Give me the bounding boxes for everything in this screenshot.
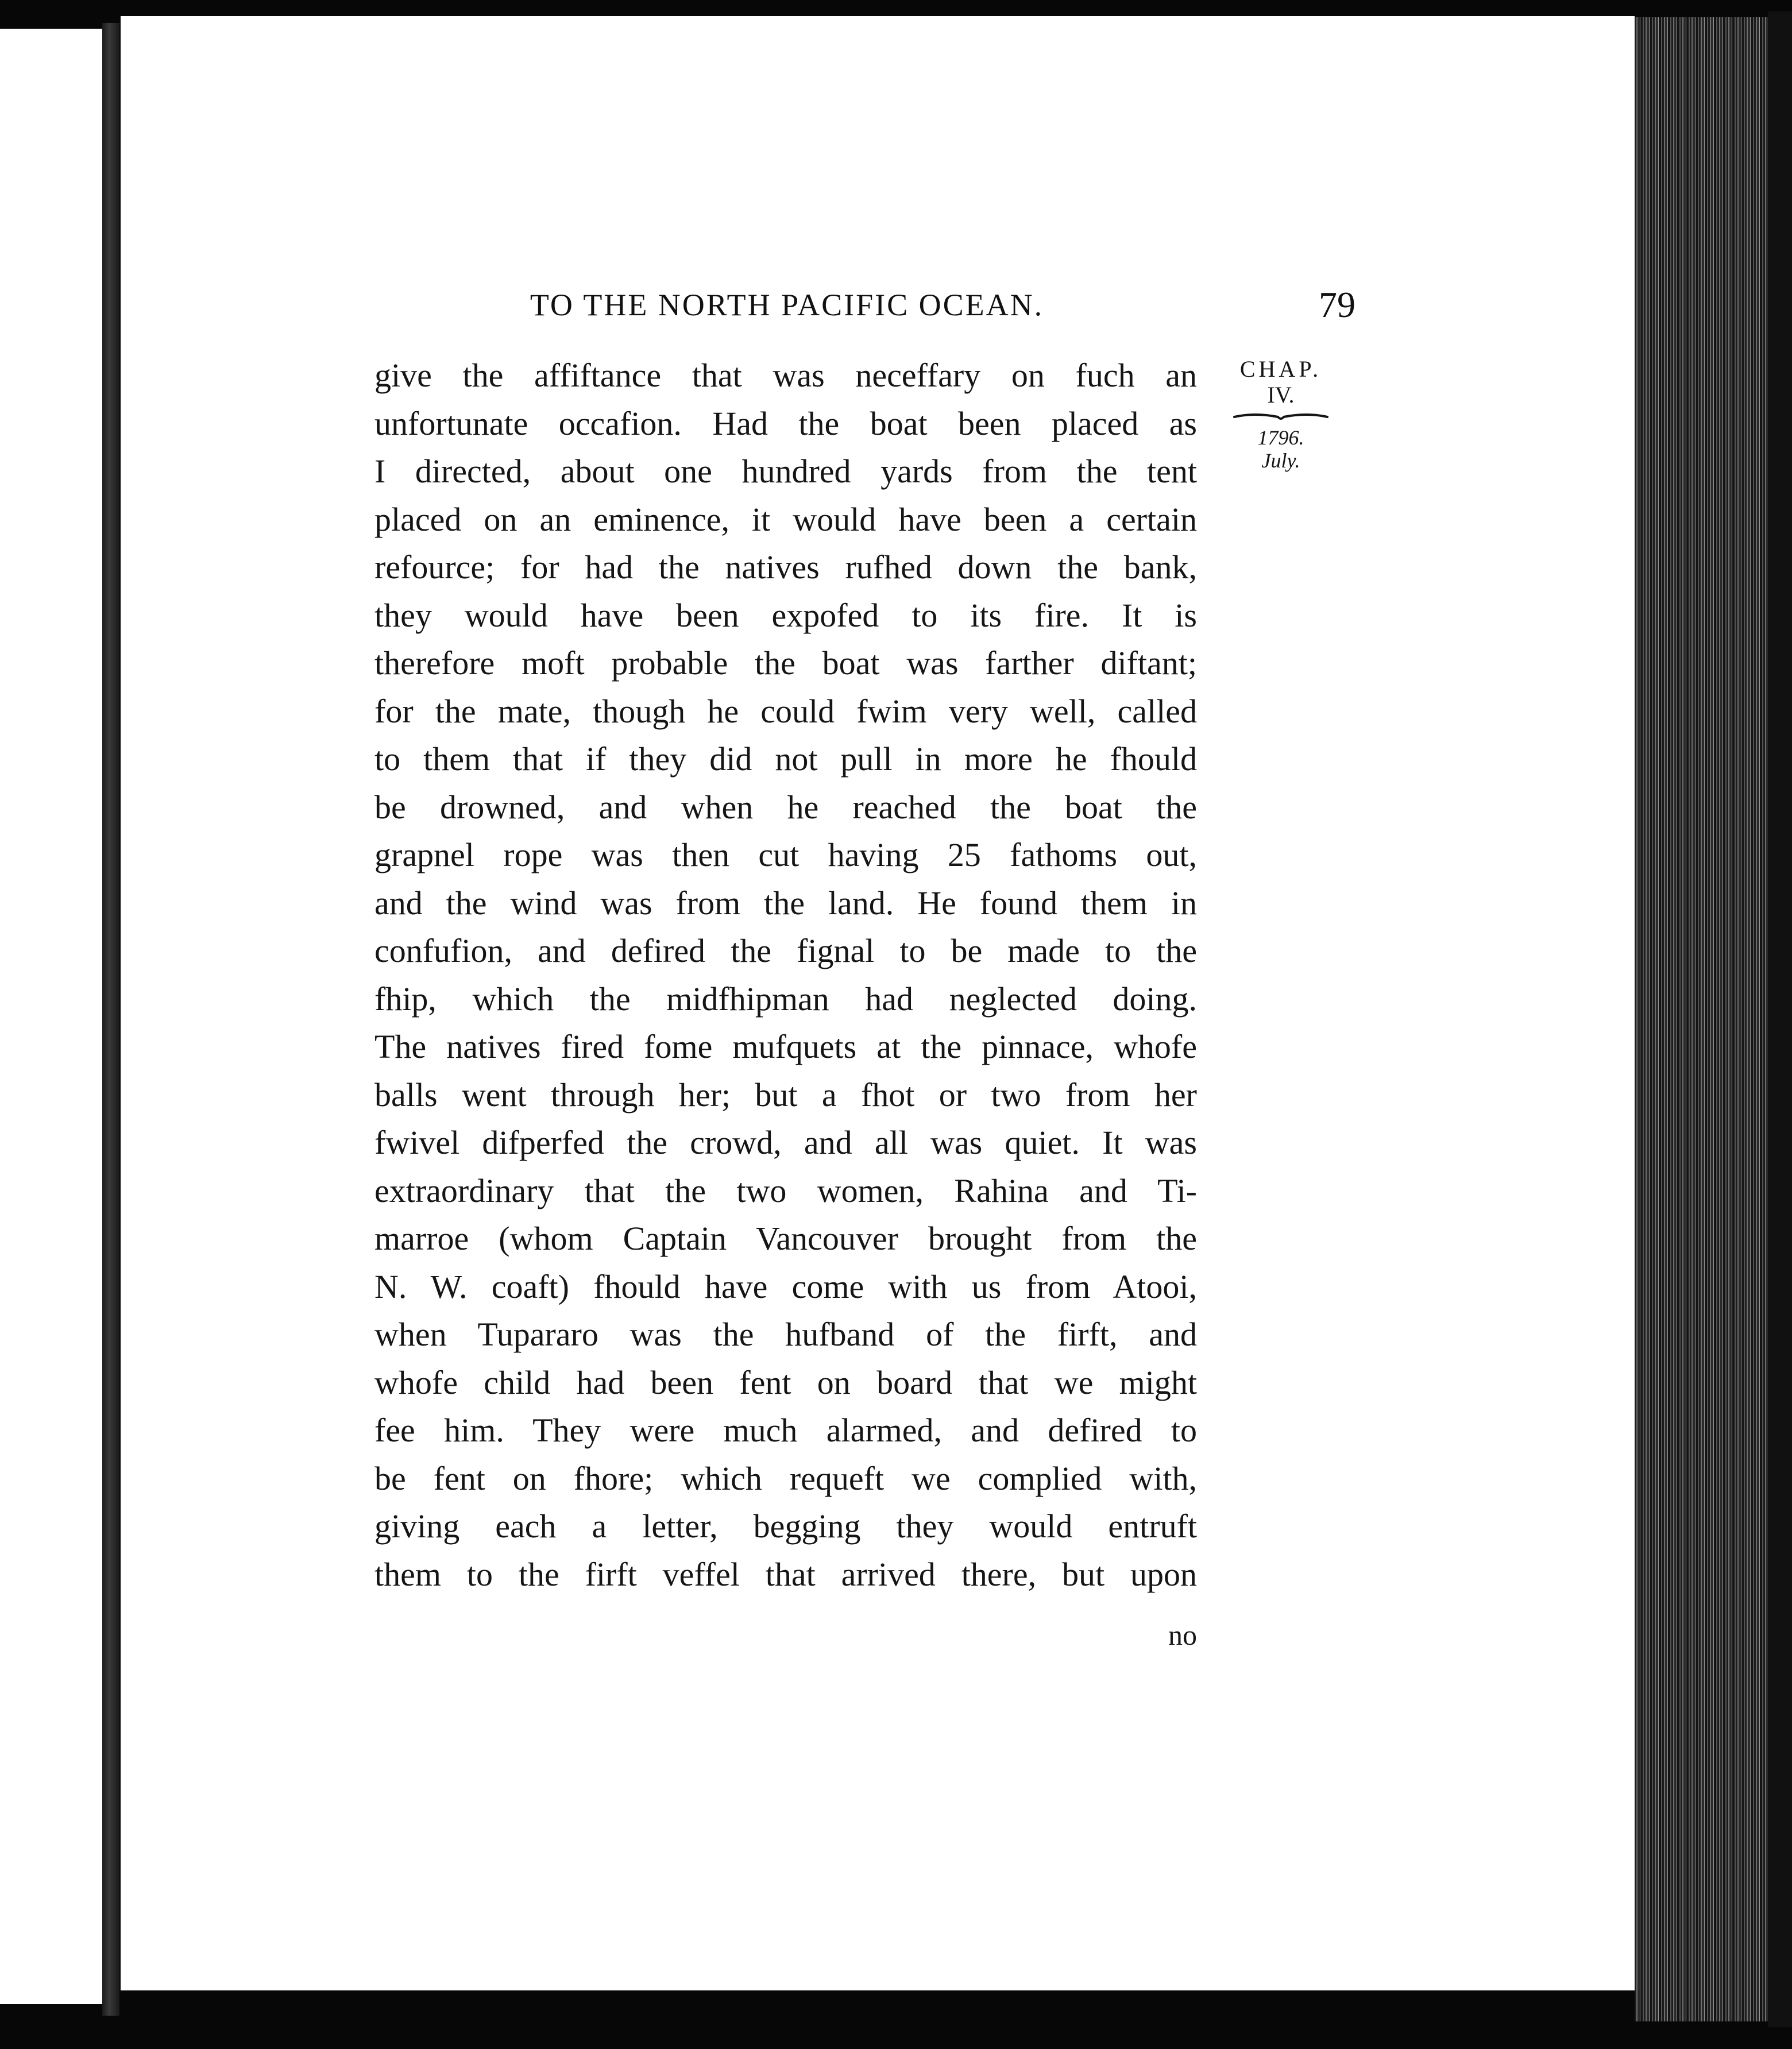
running-head: TO THE NORTH PACIFIC OCEAN.: [530, 288, 1044, 322]
chapter-label: CHAP.: [1239, 356, 1322, 382]
text-line: I directed, about one hundred yards from the tent: [374, 453, 1197, 490]
page-block-edges: [1635, 17, 1768, 2021]
book-cover-edge: [1768, 11, 1792, 2027]
text-line: them to the firft veffel that arrived there, but upon: [374, 1555, 1197, 1593]
page-number: 79: [1319, 284, 1355, 325]
text-line: when Tupararo was the hufband of the firft, and: [374, 1316, 1197, 1353]
text-line: marroe (whom Captain Vancouver brought from the: [374, 1220, 1197, 1257]
text-line: they would have been expofed to its fire. It is: [374, 596, 1197, 634]
text-line: whofe child had been fent on board that we might: [374, 1363, 1197, 1401]
brace-ornament-icon: [1232, 410, 1330, 423]
body-text: [374, 351, 1197, 1598]
text-line: therefore moft probable the boat was farther diftant;: [374, 644, 1197, 682]
chapter-number: IV.: [1267, 382, 1295, 408]
text-line: balls went through her; but a fhot or two from her: [374, 1076, 1197, 1114]
text-line: be fent on fhore; which requeft we complied with,: [374, 1459, 1197, 1497]
text-line: be drowned, and when he reached the boat the: [374, 788, 1197, 826]
book-gutter: [102, 23, 119, 2016]
text-line: N. W. coaft) fhould have come with us from Atooi,: [374, 1267, 1197, 1305]
text-line: for the mate, though he could fwim very well, called: [374, 692, 1197, 730]
text-line: and the wind was from the land. He found them in: [374, 884, 1197, 922]
margin-year: 1796.: [1257, 426, 1304, 449]
text-line: to them that if they did not pull in more he fhould: [374, 740, 1197, 778]
text-line: give the affiftance that was neceffary on fuch an: [374, 357, 1197, 394]
text-line: placed on an eminence, it would have been a certain: [374, 500, 1197, 538]
margin-month: July.: [1261, 449, 1300, 472]
text-line: giving each a letter, begging they would entruft: [374, 1507, 1197, 1545]
text-line: grapnel rope was then cut having 25 fathoms out,: [374, 836, 1197, 873]
text-line: fhip, which the midfhipman had neglected doing.: [374, 980, 1197, 1018]
text-line: confufion, and defired the fignal to be made to the: [374, 932, 1197, 969]
text-line: extraordinary that the two women, Rahina and Ti-: [374, 1172, 1197, 1209]
catchword: no: [1168, 1619, 1197, 1651]
text-line: fee him. They were much alarmed, and defired to: [374, 1412, 1197, 1449]
margin-note: [1223, 356, 1338, 472]
text-line: The natives fired fome mufquets at the pinnace, whofe: [374, 1028, 1197, 1065]
text-line: refource; for had the natives rufhed down the bank,: [374, 548, 1197, 586]
text-line: fwivel difperfed the crowd, and all was quiet. It was: [374, 1124, 1197, 1161]
text-line: unfortunate occafion. Had the boat been placed as: [374, 404, 1197, 442]
facing-page-edge: [0, 29, 102, 2004]
